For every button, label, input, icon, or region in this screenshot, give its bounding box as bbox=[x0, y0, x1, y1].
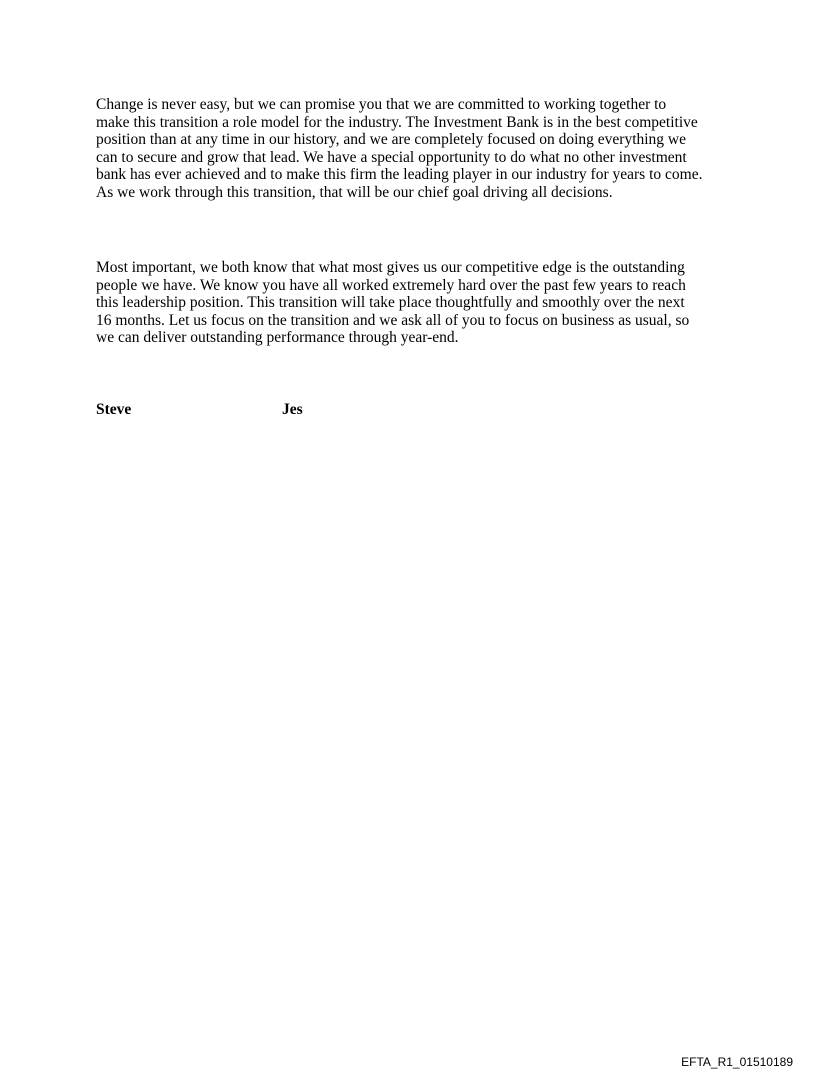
paragraph-line: bank has ever achieved and to make this firm the leading player in our industry for years to come. bbox=[96, 166, 703, 183]
document-id: EFTA_R1_01510189 bbox=[681, 1055, 793, 1069]
paragraph-line: Change is never easy, but we can promise you that we are committed to working together to bbox=[96, 96, 667, 113]
paragraph-line: can to secure and grow that lead. We have a special opportunity to do what no other investment bbox=[96, 148, 687, 166]
signature-jes: Jes bbox=[282, 401, 303, 418]
body-paragraph-1 bbox=[96, 96, 736, 201]
paragraph-line: Most important, we both know that what most gives us our competitive edge is the outstanding bbox=[96, 259, 685, 276]
paragraph-line: make this transition a role model for the industry. The Investment Bank is in the best competitive bbox=[96, 113, 698, 131]
paragraph-line: this leadership position. This transition will take place thoughtfully and smoothly over the next bbox=[96, 294, 685, 311]
paragraph-line: we can deliver outstanding performance through year-end. bbox=[96, 329, 459, 346]
paragraph-line: 16 months. Let us focus on the transition and we ask all of you to focus on business as usual, so bbox=[96, 311, 690, 329]
body-paragraph-2 bbox=[96, 259, 736, 347]
paragraph-line: As we work through this transition, that will be our chief goal driving all decisions. bbox=[96, 183, 613, 201]
paragraph-line: people we have. We know you have all worked extremely hard over the past few years to reach bbox=[96, 276, 686, 294]
paragraph-line: position than at any time in our history, and we are completely focused on doing everything we bbox=[96, 131, 686, 148]
signature-steve: Steve bbox=[96, 401, 132, 418]
